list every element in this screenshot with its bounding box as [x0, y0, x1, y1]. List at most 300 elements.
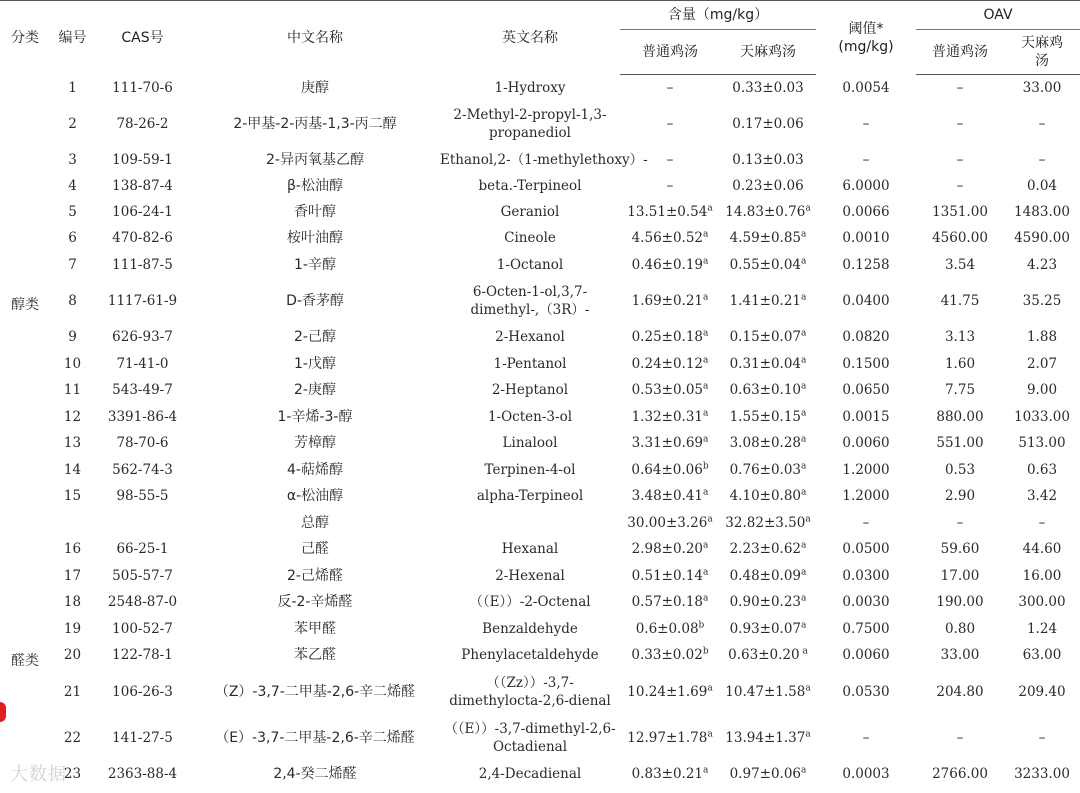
row-content-tianma-value: 0.17±0.06 — [732, 115, 804, 132]
row-threshold: 0.0530 — [842, 683, 890, 700]
table-row — [0, 252, 1080, 278]
row-cas: 98-55-5 — [116, 488, 169, 504]
row-content-tianma-significance: a — [801, 292, 807, 302]
row-oav-regular: 880.00 — [936, 408, 984, 425]
row-english-name: 2-Hexanol — [495, 329, 565, 345]
row-number: 20 — [63, 647, 82, 663]
table-row — [0, 457, 1080, 483]
row-content-regular — [620, 75, 720, 101]
row-cas: 470-82-6 — [112, 230, 173, 246]
row-content-tianma — [720, 563, 816, 589]
row-oav-tianma: 33.00 — [1022, 79, 1062, 96]
row-chinese-name: 2-甲基-2-丙基-1,3-丙二醇 — [233, 115, 397, 132]
row-oav-regular: 1.60 — [944, 355, 976, 372]
row-threshold: 0.0066 — [842, 203, 890, 220]
row-chinese-name: （Z）-3,7-二甲基-2,6-辛二烯醛 — [214, 683, 416, 700]
row-number: 8 — [68, 292, 77, 309]
row-number: 18 — [63, 594, 82, 610]
row-content-tianma-value: 0.76±0.03 — [729, 461, 802, 478]
table-row — [0, 199, 1080, 225]
row-content-tianma — [720, 715, 816, 761]
row-cas: 78-70-6 — [116, 435, 169, 451]
row-chinese-name: α-松油醇 — [286, 488, 344, 504]
row-oav-tianma: 1033.00 — [1014, 408, 1070, 425]
row-threshold: 0.0060 — [842, 435, 890, 451]
row-content-regular-significance: a — [703, 256, 709, 266]
table-row — [0, 616, 1080, 642]
row-content-regular-value: – — [666, 151, 674, 168]
row-content-tianma-value: 3.08±0.28 — [729, 435, 802, 451]
row-oav-regular: 41.75 — [940, 292, 980, 309]
row-number: 12 — [63, 408, 82, 425]
row-threshold: 0.0030 — [842, 594, 890, 610]
row-content-tianma — [720, 510, 816, 536]
row-content-regular-significance: a — [703, 593, 709, 604]
row-number: 5 — [68, 203, 77, 220]
row-oav-tianma: 513.00 — [1018, 435, 1066, 451]
row-content-regular — [620, 278, 720, 324]
row-oav-regular: 1351.00 — [932, 203, 988, 220]
row-oav-tianma: 4590.00 — [1014, 230, 1070, 246]
row-oav-regular: 204.80 — [936, 683, 984, 700]
row-content-regular — [620, 404, 720, 430]
row-content-regular-value: – — [666, 177, 674, 194]
table-row — [0, 589, 1080, 616]
row-content-regular-value: 4.56±0.52 — [631, 230, 704, 246]
row-content-tianma-value: 0.63±0.20 — [728, 647, 800, 663]
row-chinese-name: 2,4-癸二烯醛 — [273, 765, 357, 782]
row-chinese-name: 总醇 — [301, 514, 329, 531]
row-cas: 138-87-4 — [112, 177, 173, 194]
row-content-regular-significance: a — [707, 203, 713, 213]
row-content-regular-value: 12.97±1.78 — [627, 729, 708, 746]
row-oav-tianma: 2.07 — [1026, 355, 1058, 372]
row-content-regular — [620, 669, 720, 715]
table-row — [0, 563, 1080, 589]
row-cas: 1117-61-9 — [107, 292, 178, 309]
row-english-name: （（E））-2-Octenal — [469, 594, 591, 610]
row-cas: 111-87-5 — [112, 256, 173, 273]
row-oav-tianma: 1.24 — [1026, 620, 1058, 637]
row-english-name — [440, 510, 620, 536]
row-chinese-name: 2-己烯醛 — [287, 567, 343, 584]
row-number: 7 — [68, 256, 77, 273]
row-cas: 141-27-5 — [112, 729, 173, 746]
row-content-regular-significance: a — [703, 487, 709, 498]
row-content-regular-significance: a — [703, 540, 709, 551]
row-oav-tianma: – — [1038, 151, 1046, 168]
row-content-regular — [620, 536, 720, 563]
row-english-name: Ethanol,2-（1-methylethoxy）- — [440, 151, 648, 168]
row-content-regular-significance: b — [702, 646, 709, 657]
row-content-regular-significance: a — [707, 729, 713, 739]
row-oav-tianma: 0.63 — [1026, 461, 1058, 478]
row-content-tianma — [720, 351, 816, 377]
row-threshold: 0.0300 — [842, 567, 890, 584]
row-oav-tianma: – — [1038, 729, 1046, 746]
row-number: 21 — [63, 683, 82, 700]
row-oav-regular: 0.53 — [944, 461, 976, 478]
row-content-regular — [620, 715, 720, 761]
row-number: 11 — [63, 382, 82, 398]
row-english-name: （（E））-3,7-dimethyl-2,6-Octadienal — [444, 720, 616, 755]
row-cas: 71-41-0 — [116, 355, 169, 372]
row-english-name: 2-Heptanol — [491, 382, 569, 398]
row-content-regular — [620, 457, 720, 483]
row-chinese-name: 香叶醇 — [294, 203, 336, 220]
row-content-regular-value: 13.51±0.54 — [627, 203, 708, 220]
row-content-regular — [620, 199, 720, 225]
row-threshold: – — [862, 151, 870, 168]
row-english-name: Geraniol — [500, 203, 560, 220]
watermark-text: 大数据 — [10, 764, 67, 785]
row-content-tianma-value: 4.59±0.85 — [729, 230, 802, 246]
row-content-regular — [620, 377, 720, 404]
row-oav-tianma: 300.00 — [1018, 594, 1066, 610]
row-content-tianma-significance: a — [801, 256, 807, 266]
row-content-regular-significance: a — [707, 514, 713, 524]
row-oav-regular: – — [956, 729, 964, 746]
row-content-tianma — [720, 404, 816, 430]
table-row — [0, 761, 1080, 787]
table-row — [0, 324, 1080, 351]
row-content-regular-value: 2.98±0.20 — [631, 541, 704, 557]
row-number: 19 — [63, 620, 82, 637]
row-english-name: （（Zz））-3,7-dimethylocta-2,6-dienal — [449, 674, 611, 709]
row-threshold: 0.0015 — [842, 408, 890, 425]
row-content-tianma — [720, 75, 816, 101]
row-cas: 109-59-1 — [112, 151, 173, 168]
row-cas: 505-57-7 — [112, 567, 173, 584]
row-chinese-name: 2-异丙氧基乙醇 — [266, 151, 364, 168]
marker-dot — [0, 702, 6, 722]
row-oav-regular: 33.00 — [940, 647, 980, 663]
row-content-tianma — [720, 457, 816, 483]
row-chinese-name: 1-戊醇 — [294, 355, 336, 372]
row-content-tianma-value: 1.41±0.21 — [729, 292, 802, 309]
table-row — [0, 404, 1080, 430]
row-content-tianma-significance: a — [801, 567, 807, 577]
row-english-name: 1-Pentanol — [493, 355, 567, 372]
row-threshold: 0.7500 — [842, 620, 890, 637]
row-content-tianma-value: 32.82±3.50 — [725, 514, 806, 531]
row-content-regular-value: 3.48±0.41 — [631, 488, 704, 504]
row-threshold: 0.0500 — [842, 541, 890, 557]
header-content-regular: 普通鸡汤 — [620, 30, 720, 75]
row-oav-tianma: – — [1038, 115, 1046, 132]
row-content-tianma-value: 0.55±0.04 — [729, 256, 802, 273]
row-content-tianma-value: 13.94±1.37 — [725, 729, 806, 746]
row-content-tianma — [720, 278, 816, 324]
row-number: 4 — [68, 177, 77, 194]
row-english-name: 1-Octen-3-ol — [487, 408, 573, 425]
row-chinese-name: 芳樟醇 — [294, 435, 336, 451]
row-english-name: alpha-Terpineol — [476, 488, 584, 504]
row-oav-tianma: 1483.00 — [1014, 203, 1070, 220]
row-content-tianma-value: 1.55±0.15 — [729, 408, 802, 425]
header-content-tianma: 天麻鸡汤 — [720, 30, 816, 75]
row-english-name: Benzaldehyde — [482, 620, 578, 637]
header-category: 分类 — [0, 1, 50, 75]
table-row — [0, 101, 1080, 147]
table-row — [0, 75, 1080, 101]
row-number: 17 — [63, 567, 82, 584]
row-content-regular — [620, 252, 720, 278]
row-content-regular — [620, 616, 720, 642]
row-content-tianma-significance: a — [801, 328, 807, 339]
row-threshold: 0.0054 — [842, 79, 890, 96]
table-row — [0, 351, 1080, 377]
row-content-regular-significance: a — [703, 408, 709, 418]
row-content-tianma-value: 0.15±0.07 — [729, 329, 802, 345]
row-content-tianma — [720, 642, 816, 669]
table-row — [0, 510, 1080, 536]
row-content-tianma-significance: a — [801, 593, 807, 604]
row-content-regular-significance: a — [703, 434, 709, 445]
table-row — [0, 225, 1080, 252]
row-chinese-name: 桉叶油醇 — [287, 230, 343, 246]
row-number — [50, 510, 95, 536]
row-threshold: – — [862, 729, 870, 746]
row-content-tianma — [720, 536, 816, 563]
table-row — [0, 147, 1080, 173]
header-oav-group: OAV — [916, 1, 1080, 30]
table-header — [0, 1, 1080, 75]
row-content-regular-significance: a — [703, 328, 709, 339]
row-oav-tianma: 44.60 — [1022, 541, 1062, 557]
row-english-name: Cineole — [504, 230, 556, 246]
row-chinese-name: 反-2-辛烯醛 — [277, 594, 353, 610]
row-content-tianma-value: 14.83±0.76 — [725, 203, 806, 220]
row-oav-regular: – — [956, 151, 964, 168]
table-row — [0, 715, 1080, 761]
row-content-tianma — [720, 483, 816, 510]
row-content-regular-significance: a — [703, 229, 709, 240]
row-content-regular-value: 0.46±0.19 — [631, 256, 704, 273]
row-oav-regular: 7.75 — [944, 382, 976, 398]
row-content-tianma-significance: a — [805, 203, 811, 213]
row-content-regular-significance: a — [703, 765, 709, 775]
table-row — [0, 278, 1080, 324]
row-oav-regular: 2766.00 — [932, 765, 988, 782]
row-content-regular-significance: a — [703, 567, 709, 577]
row-content-tianma — [720, 616, 816, 642]
row-number: 1 — [68, 79, 77, 96]
row-content-tianma-value: 0.13±0.03 — [732, 151, 804, 168]
row-content-tianma-value: 0.48±0.09 — [729, 567, 802, 584]
row-content-regular — [620, 225, 720, 252]
row-content-tianma-value: 0.23±0.06 — [732, 177, 804, 194]
table-row — [0, 483, 1080, 510]
table-row — [0, 669, 1080, 715]
row-chinese-name: （E）-3,7-二甲基-2,6-辛二烯醛 — [215, 729, 415, 746]
row-threshold: 0.1500 — [842, 355, 890, 372]
row-oav-regular: 17.00 — [940, 567, 980, 584]
row-content-tianma-value: 0.93±0.07 — [729, 620, 802, 637]
row-content-regular-value: 0.24±0.12 — [631, 355, 704, 372]
row-oav-regular: – — [956, 177, 964, 194]
header-english-name: 英文名称 — [440, 1, 620, 75]
row-cas: 2548-87-0 — [107, 594, 178, 610]
row-content-tianma — [720, 101, 816, 147]
row-content-regular-value: 0.6±0.08 — [635, 620, 699, 637]
header-oav-tianma: 天麻鸡 汤 — [1004, 30, 1080, 75]
row-content-tianma-value: 0.90±0.23 — [729, 594, 802, 610]
row-threshold: 0.0003 — [842, 765, 890, 782]
row-content-regular-value: 0.53±0.05 — [631, 382, 704, 398]
row-content-regular-value: 0.64±0.06 — [631, 461, 703, 478]
row-cas: 66-25-1 — [116, 541, 169, 557]
row-content-regular — [620, 589, 720, 616]
row-oav-tianma: – — [1038, 514, 1046, 531]
row-content-tianma-value: 4.10±0.80 — [729, 488, 802, 504]
row-chinese-name: 1-辛醇 — [294, 256, 336, 273]
row-threshold: 0.1258 — [842, 256, 890, 273]
row-content-tianma-value: 2.23±0.62 — [729, 541, 802, 557]
row-content-regular-significance: a — [707, 683, 713, 693]
row-content-tianma — [720, 761, 816, 787]
row-oav-tianma: 209.40 — [1018, 683, 1066, 700]
row-cas: 562-74-3 — [112, 461, 173, 478]
table-row — [0, 430, 1080, 457]
row-english-name: Phenylacetaldehyde — [461, 647, 599, 663]
table-row — [0, 536, 1080, 563]
row-threshold: 1.2000 — [842, 488, 890, 504]
row-content-tianma-value: 0.33±0.03 — [732, 79, 804, 96]
row-content-regular-significance: b — [702, 461, 709, 471]
row-chinese-name: 2-庚醇 — [294, 382, 336, 398]
row-english-name: Hexanal — [501, 541, 559, 557]
row-content-regular — [620, 642, 720, 669]
row-content-regular-significance: a — [703, 381, 709, 392]
row-content-tianma-significance: a — [801, 381, 807, 392]
row-content-regular — [620, 510, 720, 536]
row-content-regular-value: 3.31±0.69 — [631, 435, 704, 451]
row-number: 3 — [68, 151, 77, 168]
row-oav-tianma: 3233.00 — [1014, 765, 1070, 782]
row-oav-regular: 59.60 — [940, 541, 980, 557]
row-oav-tianma: 0.04 — [1026, 177, 1058, 194]
row-english-name: 1-Hydroxy — [494, 79, 566, 96]
category-label: 醇类 — [11, 297, 39, 313]
row-content-tianma — [720, 199, 816, 225]
row-threshold: 0.0060 — [842, 647, 890, 663]
row-threshold: 0.0820 — [842, 329, 890, 345]
row-content-regular — [620, 351, 720, 377]
row-content-tianma-significance: a — [801, 487, 807, 498]
header-threshold: 阈值* (mg/kg) — [816, 1, 916, 75]
row-content-regular-value: 1.69±0.21 — [631, 292, 704, 309]
row-chinese-name: 2-己醇 — [294, 329, 336, 345]
row-cas: 78-26-2 — [116, 115, 169, 132]
table-row — [0, 173, 1080, 199]
row-oav-regular: 2.90 — [944, 488, 976, 504]
row-content-tianma-significance: a — [801, 434, 807, 445]
row-content-regular-significance: a — [703, 292, 709, 302]
row-content-tianma-significance: a — [801, 408, 807, 418]
row-number: 23 — [63, 765, 82, 782]
row-content-tianma-value: 0.31±0.04 — [729, 355, 802, 372]
row-english-name: 2-Methyl-2-propyl-1,3-propanediol — [453, 106, 607, 141]
row-content-regular-value: 0.25±0.18 — [631, 329, 704, 345]
row-number: 14 — [63, 461, 82, 478]
row-cas: 2363-88-4 — [107, 765, 178, 782]
row-oav-tianma: 35.25 — [1022, 292, 1062, 309]
header-chinese-name: 中文名称 — [190, 1, 440, 75]
row-number: 10 — [63, 355, 82, 372]
row-oav-regular: 190.00 — [936, 594, 984, 610]
row-content-regular-value: 10.24±1.69 — [627, 683, 708, 700]
row-content-tianma-value: 0.97±0.06 — [729, 765, 802, 782]
table-body — [0, 75, 1080, 787]
row-content-regular-value: 0.33±0.02 — [631, 647, 703, 663]
row-chinese-name: D-香茅醇 — [286, 292, 344, 309]
row-english-name: 2,4-Decadienal — [478, 765, 582, 782]
row-english-name: 6-Octen-1-ol,3,7-dimethyl-,（3R）- — [470, 283, 590, 318]
row-threshold: 1.2000 — [842, 461, 890, 478]
row-oav-tianma: 63.00 — [1022, 647, 1062, 663]
row-content-tianma-significance: a — [801, 540, 807, 551]
row-oav-tianma: 3.42 — [1026, 488, 1058, 504]
row-content-tianma — [720, 324, 816, 351]
row-content-tianma-significance: a — [801, 229, 807, 240]
row-chinese-name: 苯甲醛 — [294, 620, 336, 637]
header-content-group: 含量（mg/kg） — [620, 1, 816, 30]
table-row — [0, 642, 1080, 669]
row-oav-tianma: 16.00 — [1022, 567, 1062, 584]
row-cas: 106-26-3 — [112, 683, 173, 700]
row-english-name: beta.-Terpineol — [478, 177, 582, 194]
row-content-regular-significance: a — [703, 355, 709, 365]
row-cas: 100-52-7 — [112, 620, 173, 637]
row-content-regular-significance: b — [698, 620, 705, 630]
row-cas — [95, 510, 190, 536]
row-content-tianma — [720, 147, 816, 173]
row-content-tianma — [720, 377, 816, 404]
row-chinese-name: 4-萜烯醇 — [287, 461, 343, 478]
row-oav-regular: – — [956, 79, 964, 96]
row-oav-regular: 4560.00 — [932, 230, 988, 246]
row-cas: 111-70-6 — [112, 79, 173, 96]
row-oav-regular: 3.13 — [944, 329, 976, 345]
row-content-regular — [620, 563, 720, 589]
row-english-name: 2-Hexenal — [495, 567, 565, 584]
row-content-regular-value: – — [666, 79, 674, 96]
row-content-regular-value: 0.83±0.21 — [631, 765, 704, 782]
row-cas: 543-49-7 — [112, 382, 173, 398]
table-row — [0, 377, 1080, 404]
row-threshold: 0.0400 — [842, 292, 890, 309]
row-content-tianma-significance: a — [805, 514, 811, 524]
row-content-tianma-significance: a — [799, 646, 808, 657]
row-content-tianma — [720, 225, 816, 252]
row-content-regular-value: 30.00±3.26 — [627, 514, 708, 531]
row-oav-tianma: 9.00 — [1026, 382, 1058, 398]
row-content-tianma — [720, 669, 816, 715]
row-number: 13 — [63, 435, 82, 451]
row-number: 16 — [63, 541, 82, 557]
row-oav-regular: – — [956, 115, 964, 132]
header-oav-regular: 普通鸡汤 — [916, 30, 1004, 75]
row-chinese-name: 庚醇 — [301, 79, 329, 96]
row-cas: 626-93-7 — [112, 329, 173, 345]
category-label: 醛类 — [11, 653, 39, 669]
row-number: 9 — [68, 329, 77, 345]
row-oav-tianma: 1.88 — [1026, 329, 1058, 345]
row-chinese-name: 苯乙醛 — [294, 647, 336, 663]
row-number: 6 — [68, 230, 77, 246]
row-cas: 3391-86-4 — [107, 408, 178, 425]
